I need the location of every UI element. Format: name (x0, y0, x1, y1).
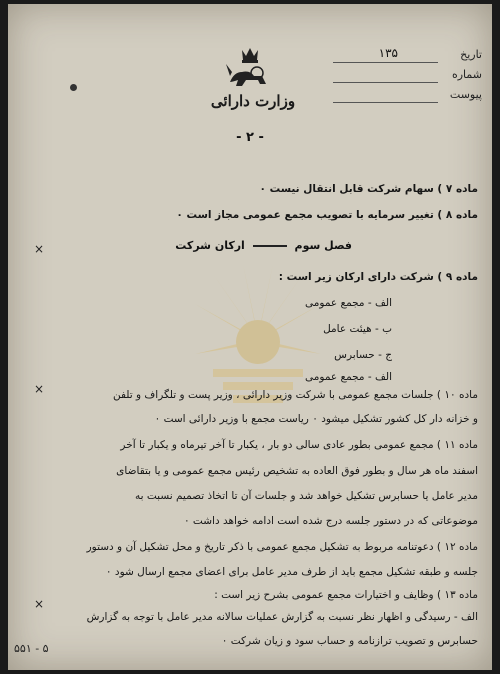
article-12-cont: جلسه و طبقه تشکیل مجمع باید از طرف مدیر عامل برای اعضای مجمع ارسال شود ٠ (105, 566, 478, 578)
margin-mark: × (34, 597, 45, 611)
article-9: ماده ۹ ) شرکت دارای ارکان زیر است : (278, 271, 478, 283)
number-label: شماره (451, 68, 482, 81)
list-item: الف - مجمع عمومی (305, 371, 392, 383)
article-8: ماده ۸ ) تغییر سرمایه با تصویب مجمع عمومی مجاز است ٠ (176, 209, 478, 221)
ministry-title: وزارت دارائی (210, 92, 296, 110)
punch-hole (70, 84, 77, 91)
article-10: ماده ۱۰ ) جلسات مجمع عمومی با شرکت وزیر دارائی ، وزیر پست و تلگراف و تلفن (112, 389, 478, 401)
article-13-item: الف - رسیدگی و اظهار نظر نسبت به گزارش عملیات سالانه مدیر عامل با توجه به گزارش (86, 611, 478, 623)
list-item: ج - حسابرس (334, 349, 392, 361)
article-11-cont: اسفند ماه هر سال و بطور فوق العاده به تشخیص رئیس مجمع عمومی و یا بتقاضای (116, 465, 478, 477)
article-11-cont: موضوعاتی که در دستور جلسه درج شده است ادامه خواهد داشت ٠ (183, 515, 478, 527)
heading-divider (253, 245, 287, 247)
list-item: الف - مجمع عمومی (305, 297, 392, 309)
number-field (333, 68, 482, 83)
chapter-heading (175, 239, 352, 252)
date-label: تاریخ (460, 48, 482, 61)
list-item: ب - هیئت عامل (323, 323, 392, 335)
article-12: ماده ۱۲ ) دعوتنامه مربوط به تشکیل مجمع عمومی با ذکر تاریخ و محل تشکیل آن و دستور (86, 541, 478, 553)
attachment-field (333, 88, 482, 103)
article-10-cont: و خزانه دار کل کشور تشکیل میشود ٠ ریاست مجمع با وزیر دارائی است ٠ (154, 413, 478, 425)
article-13: ماده ۱۳ ) وظایف و اختیارات مجمع عمومی بشرح زیر است : (214, 589, 478, 601)
article-7: ماده ۷ ) سهام شرکت قابل انتقال نیست ٠ (259, 183, 478, 195)
article-11-cont: مدیر عامل یا حسابرس تشکیل خواهد شد و جلسات آن تا اتخاذ تصمیم نسبت به (134, 490, 478, 502)
article-13-item-cont: حسابرس و تصویب ترازنامه و حساب سود و زیان شرکت ٠ (221, 635, 478, 647)
date-value: ۱۳۵ (378, 46, 398, 60)
margin-mark: × (34, 382, 45, 396)
attachment-label: پیوست (449, 88, 482, 101)
margin-mark: × (34, 242, 45, 256)
document-page (8, 4, 492, 670)
chapter-title: ارکان شرکت (175, 239, 245, 252)
chapter-label: فصل سوم (294, 239, 352, 252)
footer-code: ۵۵۱ - ۵ (14, 642, 49, 655)
date-field (333, 46, 482, 63)
article-11: ماده ۱۱ ) مجمع عمومی بطور عادی سالی دو بار ، یکبار تا آخر تیرماه و یکبار تا آخر (120, 439, 478, 451)
page-number: - ۲ - (236, 130, 264, 145)
lion-and-sun-emblem-icon (224, 46, 274, 90)
